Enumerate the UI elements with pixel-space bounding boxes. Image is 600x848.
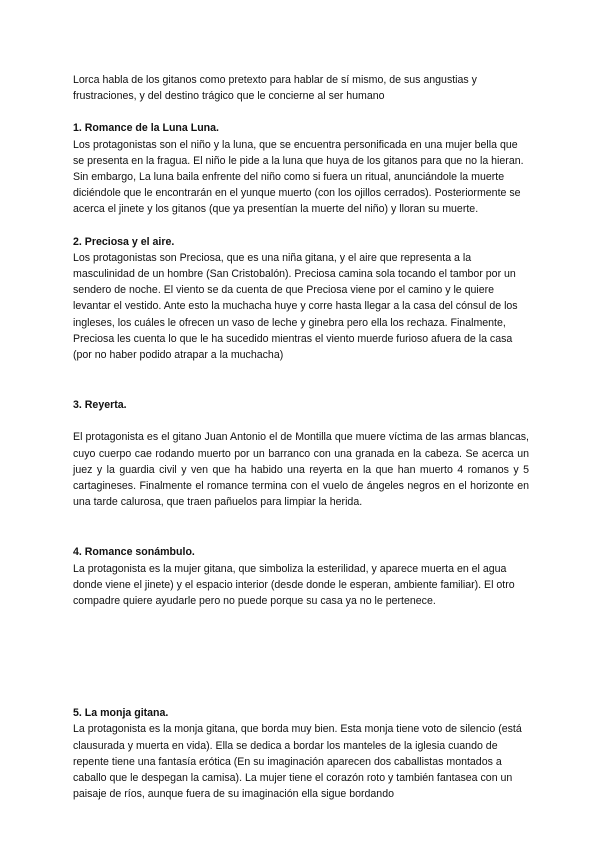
section-title: 5. La monja gitana. [73,707,169,720]
section-title: 1. Romance de la Luna Luna. [73,122,219,135]
section-body: Los protagonistas son Preciosa, que es una niña gitana, y el aire que representa a la masculinidad de un hombre (San Cristobalón). Preciosa camina sola tocando el tambor por un sendero de noche. El viento se da cuenta de que Preciosa viene por el camino y le quiere levantar el vestido. Ante esto la muchacha huye y corre hasta llegar a la casa del cónsul de los ingleses, los cuáles le ofrecen un vaso de leche y ginebra pero ella los rechaza. Finalmente, Preciosa les cuenta lo que le ha sucedido mientras el viento muerde furioso afuera de la casa (por no haber podido atrapar a la muchacha) [73,251,518,362]
section-body: La protagonista es la monja gitana, que borda muy bien. Esta monja tiene voto de silencio (está clausurada y muerta en vida). Ella se dedica a bordar los manteles de la iglesia cuando de repente tiene una fantasía erótica (En su imaginación aparecen dos caballistas montados a caballo que le despegan la camisa). La mujer tiene el corazón roto y también fantasea con un paisaje de ríos, aunque fuera de su imaginación ella sigue bordando [73,723,522,801]
section-reyerta [73,397,529,510]
section-body: El protagonista es el gitano Juan Antonio el de Montilla que muere víctima de las armas blancas, cuyo cuerpo cae rodando muerto por un barranco con una granada en la cabeza. Se acerca un juez y la guardia civil y ven que ha habido una reyerta en la que han muerto 4 romanos y 5 cartagineses. Finalmente el romance termina con el vuelo de ángeles negros en el horizonte en una tarde calurosa, que traen pañuelos para limpiar la herida. [73,431,529,509]
section-romance-sonambulo [73,544,529,609]
section-romance-luna [73,120,529,217]
section-body: Los protagonistas son el niño y la luna, que se encuentra personificada en una mujer bella que se presenta en la fragua. El niño le pide a la luna que huya de los gitanos para que no la hieran. Sin embargo, La luna baila enfrente del niño como si fuera un ritual, anunciándole la muerte diciéndole que le encontrarán en el yunque muerto (con los ojillos cerrados). Posteriormente se acerca el jinete y los gitanos (que ya presentían la muerte del niño) y lloran su muerte. [73,138,524,216]
section-monja-gitana [73,705,529,802]
section-preciosa-aire [73,234,529,364]
document-page [73,72,529,803]
section-body: La protagonista es la mujer gitana, que simboliza la esterilidad, y aparece muerta en el agua donde viene el jinete) y el espacio interior (desde donde le esperan, ambiente familiar). El otro compadre quiere ayudarle pero no puede porque su casa ya no le pertenece. [73,562,515,608]
section-title: 2. Preciosa y el aire. [73,235,175,248]
intro-paragraph: Lorca habla de los gitanos como pretexto para hablar de sí mismo, de sus angustias y frustraciones, y del destino trágico que le concierne al ser humano [73,74,477,103]
section-title: 4. Romance sonámbulo. [73,546,195,559]
section-title: 3. Reyerta. [73,399,127,412]
